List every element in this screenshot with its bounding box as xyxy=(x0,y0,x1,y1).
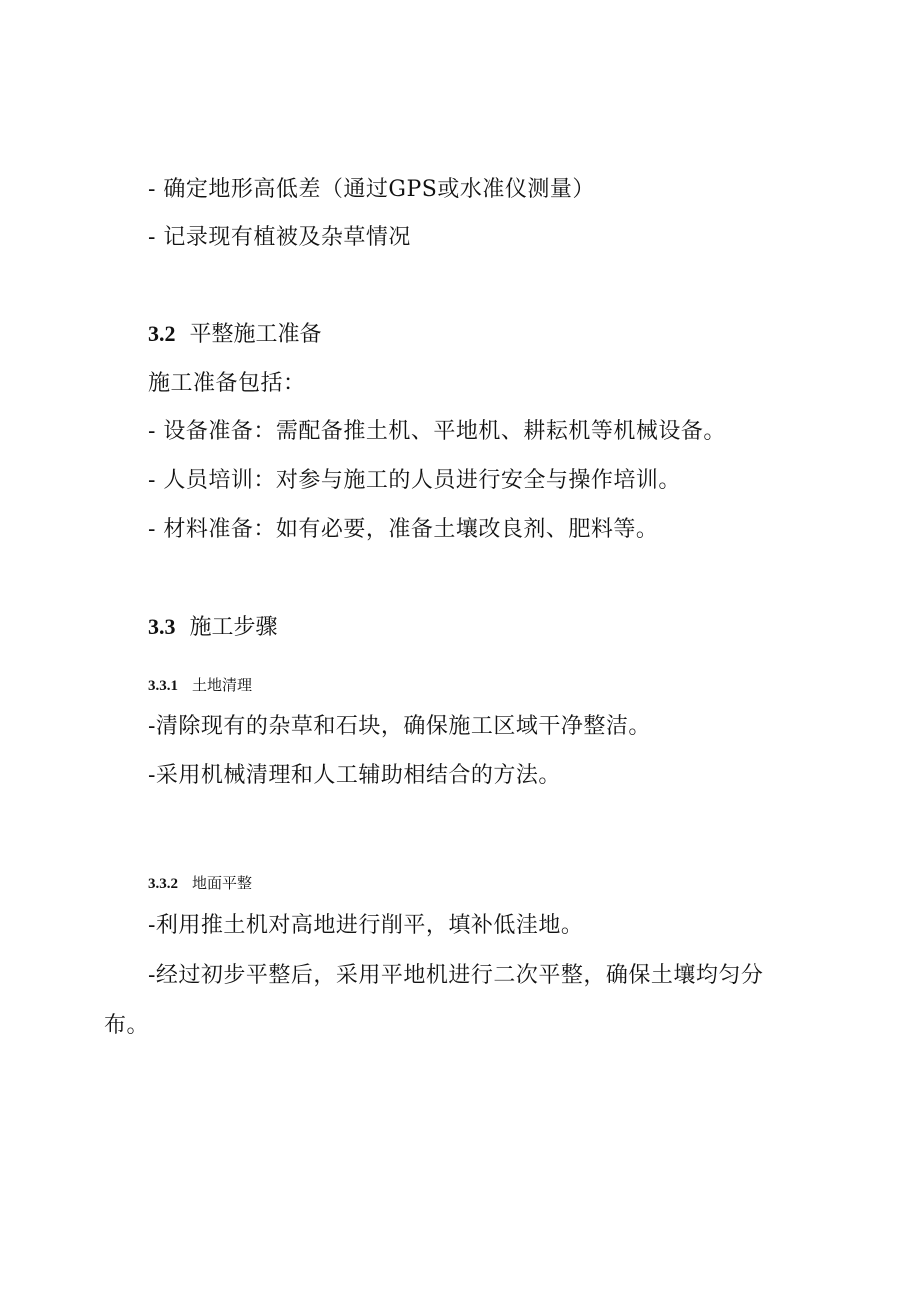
section-heading-3-2 xyxy=(148,320,322,349)
list-item-mechanical-clearing: -采用机械清理和人工辅助相结合的方法。 xyxy=(148,763,561,788)
subsection-heading-3-3-2 xyxy=(148,873,252,894)
list-item-materials: - 材料准备：如有必要，准备土壤改良剂、肥料等。 xyxy=(148,517,659,542)
subsection-title: 土地清理 xyxy=(192,676,253,694)
section-number: 3.2 xyxy=(148,321,176,346)
section-number: 3.3 xyxy=(148,614,176,639)
intro-item-vegetation: - 记录现有植被及杂草情况 xyxy=(148,225,411,250)
subsection-number: 3.3.1 xyxy=(148,678,178,694)
section-title: 平整施工准备 xyxy=(189,322,322,347)
subsection-heading-3-3-1 xyxy=(148,675,252,696)
section-title: 施工步骤 xyxy=(189,615,278,640)
subsection-title: 地面平整 xyxy=(192,874,253,892)
list-item-equipment: - 设备准备：需配备推土机、平地机、耕耘机等机械设备。 xyxy=(148,419,726,444)
list-item-bulldozer: -利用推土机对高地进行削平，填补低洼地。 xyxy=(148,913,584,938)
list-item-clear-weeds: -清除现有的杂草和石块，确保施工区域干净整洁。 xyxy=(148,714,651,739)
list-item-grader-line1: -经过初步平整后，采用平地机进行二次平整，确保土壤均匀分 xyxy=(148,963,764,988)
subsection-number: 3.3.2 xyxy=(148,876,178,892)
list-item-training: - 人员培训：对参与施工的人员进行安全与操作培训。 xyxy=(148,468,681,493)
section-lead: 施工准备包括： xyxy=(148,371,306,396)
section-heading-3-3 xyxy=(148,613,278,642)
intro-item-terrain: - 确定地形高低差（通过GPS或水准仪测量） xyxy=(148,177,595,202)
list-item-grader-line2: 布。 xyxy=(104,1013,150,1038)
